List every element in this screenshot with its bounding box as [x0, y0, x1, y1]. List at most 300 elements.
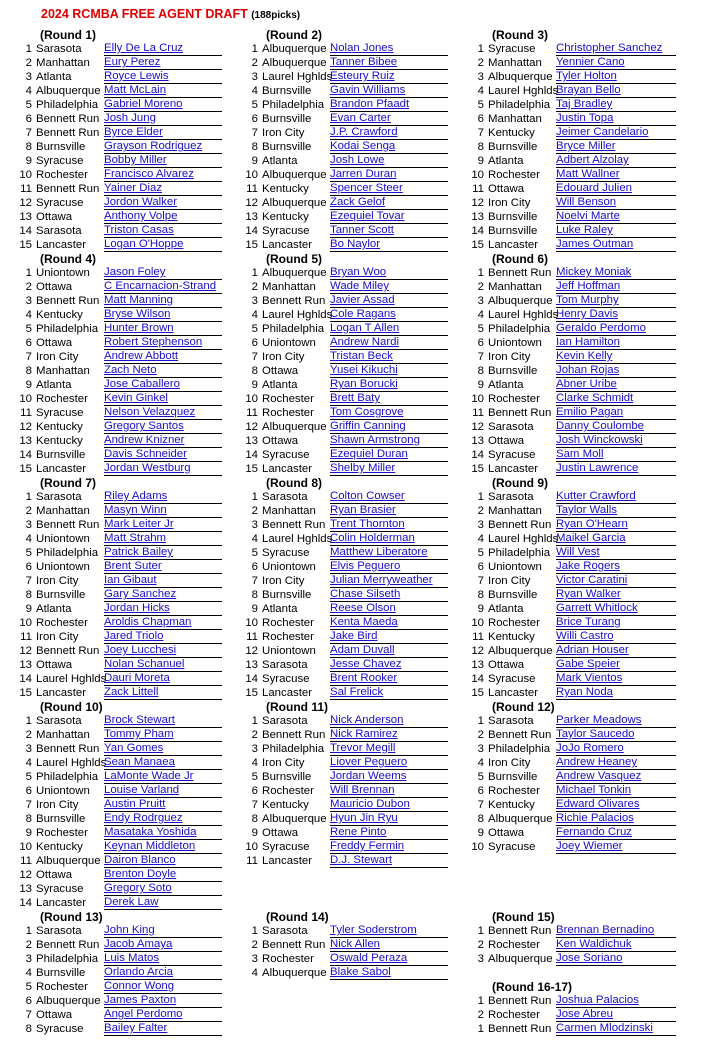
player-link[interactable]: Davis Schneider	[104, 448, 222, 462]
player-link[interactable]: D.J. Stewart	[330, 854, 448, 868]
player-link[interactable]: Endy Rodrguez	[104, 812, 222, 826]
player-link[interactable]: Jordan Weems	[330, 770, 448, 784]
team-name: Manhattan	[36, 365, 90, 377]
player-link[interactable]: Josh Lowe	[330, 154, 448, 168]
player-link[interactable]: Joey Wiemer	[556, 840, 676, 854]
player-link[interactable]: Triston Casas	[104, 224, 222, 238]
player-link[interactable]: Matt Manning	[104, 294, 222, 308]
player-link[interactable]: Adbert Alzolay	[556, 154, 676, 168]
player-link[interactable]: J.P. Crawford	[330, 126, 448, 140]
pick-row	[236, 336, 460, 350]
round-label: (Round 1)	[40, 28, 96, 42]
player-link[interactable]: Matt Wallner	[556, 168, 676, 182]
player-link[interactable]: Evan Carter	[330, 112, 448, 126]
player-link[interactable]: Ezequiel Duran	[330, 448, 448, 462]
pick-row	[10, 392, 234, 406]
player-link[interactable]: Gregory Santos	[104, 420, 222, 434]
player-link[interactable]: Yainer Diaz	[104, 182, 222, 196]
team-name: Lancaster	[262, 239, 313, 251]
player-link[interactable]: John King	[104, 924, 222, 938]
pick-row	[236, 98, 460, 112]
player-link[interactable]: Andrew Abbott	[104, 350, 222, 364]
pick-number: 15	[245, 239, 258, 251]
player-link[interactable]: Eury Perez	[104, 56, 222, 70]
player-link[interactable]: Matt McLain	[104, 84, 222, 98]
pick-row	[236, 798, 460, 812]
player-link[interactable]: C Encarnacion-Strand	[104, 280, 222, 294]
player-link[interactable]: Logan T Allen	[330, 322, 448, 336]
player-link[interactable]: Bobby Miller	[104, 154, 222, 168]
player-link[interactable]: Yennier Cano	[556, 56, 676, 70]
round-label: (Round 5)	[266, 252, 322, 266]
pick-row	[10, 490, 234, 504]
team-name: Bennett Run	[262, 729, 326, 741]
player-link[interactable]: Connor Wong	[104, 980, 222, 994]
player-link[interactable]: Michael Tonkin	[556, 784, 676, 798]
player-link[interactable]: Masyn Winn	[104, 504, 222, 518]
pick-number: 6	[251, 785, 258, 797]
team-name: Bennett Run	[488, 925, 552, 937]
player-link[interactable]: Nick Allen	[330, 938, 448, 952]
pick-row	[462, 154, 686, 168]
team-name: Bennett Run	[488, 995, 552, 1007]
player-link[interactable]: LaMonte Wade Jr	[104, 770, 222, 784]
pick-number: 15	[245, 463, 258, 475]
player-link[interactable]: Dairon Blanco	[104, 854, 222, 868]
player-link[interactable]: Jake Rogers	[556, 560, 676, 574]
pick-number: 10	[19, 841, 32, 853]
player-link[interactable]: Elly De La Cruz	[104, 42, 222, 56]
team-name: Burnsville	[36, 589, 86, 601]
player-link[interactable]: Cole Ragans	[330, 308, 448, 322]
player-link[interactable]: Bryan Woo	[330, 266, 448, 280]
team-name: Bennett Run	[488, 1023, 552, 1035]
team-name: Ottawa	[488, 827, 525, 839]
player-link[interactable]: Josh Winckowski	[556, 434, 676, 448]
player-link[interactable]: Noelvi Marte	[556, 210, 676, 224]
player-link[interactable]: Brett Baty	[330, 392, 448, 406]
team-name: Manhattan	[488, 113, 542, 125]
pick-number: 1	[477, 995, 484, 1007]
team-name: Manhattan	[36, 505, 90, 517]
team-name: Bennett Run	[36, 519, 100, 531]
player-link[interactable]: Kutter Crawford	[556, 490, 676, 504]
pick-row	[10, 140, 234, 154]
player-link[interactable]: Justin Lawrence	[556, 462, 676, 476]
player-link[interactable]: Tom Cosgrove	[330, 406, 448, 420]
player-link[interactable]: Grayson Rodriguez	[104, 140, 222, 154]
player-link[interactable]: Brock Stewart	[104, 714, 222, 728]
player-link[interactable]: Sean Manaea	[104, 756, 222, 770]
player-link[interactable]: Josh Jung	[104, 112, 222, 126]
player-link[interactable]: Julian Merryweather	[330, 574, 448, 588]
player-link[interactable]: Yan Gomes	[104, 742, 222, 756]
player-link[interactable]: Hyun Jin Ryu	[330, 812, 448, 826]
player-link[interactable]: Tom Murphy	[556, 294, 676, 308]
pick-number: 5	[477, 771, 484, 783]
pick-number: 4	[477, 533, 484, 545]
player-link[interactable]: Brent Suter	[104, 560, 222, 574]
player-link[interactable]: Jordan Hicks	[104, 602, 222, 616]
player-link[interactable]: Joshua Palacios	[556, 994, 676, 1008]
pick-row	[10, 434, 234, 448]
player-link[interactable]: Nick Ramirez	[330, 728, 448, 742]
player-link[interactable]: Tyler Holton	[556, 70, 676, 84]
player-link[interactable]: Andrew Knizner	[104, 434, 222, 448]
player-link[interactable]: Reese Olson	[330, 602, 448, 616]
player-link[interactable]: Kevin Kelly	[556, 350, 676, 364]
pick-number: 1	[251, 43, 258, 55]
player-link[interactable]: Matt Strahm	[104, 532, 222, 546]
pick-row	[462, 658, 686, 672]
pick-row	[10, 196, 234, 210]
player-link[interactable]: Francisco Alvarez	[104, 168, 222, 182]
player-link[interactable]: Spencer Steer	[330, 182, 448, 196]
pick-row	[236, 840, 460, 854]
team-name: Uniontown	[262, 645, 316, 657]
player-link[interactable]: Gary Sanchez	[104, 588, 222, 602]
pick-number: 11	[20, 183, 32, 195]
player-link[interactable]: Javier Assad	[330, 294, 448, 308]
pick-row	[462, 938, 686, 952]
player-link[interactable]: Brice Turang	[556, 616, 676, 630]
player-link[interactable]: Ian Hamilton	[556, 336, 676, 350]
pick-row	[10, 784, 234, 798]
round-label: (Round 13)	[40, 910, 103, 924]
player-link[interactable]: Brenton Doyle	[104, 868, 222, 882]
player-link[interactable]: Nick Anderson	[330, 714, 448, 728]
player-link[interactable]: Masataka Yoshida	[104, 826, 222, 840]
team-name: Burnsville	[488, 771, 538, 783]
player-link[interactable]: Jordan Westburg	[104, 462, 222, 476]
player-link[interactable]: Nolan Schanuel	[104, 658, 222, 672]
player-link[interactable]: Ezequiel Tovar	[330, 210, 448, 224]
player-link[interactable]: Logan O'Hoppe	[104, 238, 222, 252]
player-link[interactable]: Tanner Bibee	[330, 56, 448, 70]
player-link[interactable]: Ryan O'Hearn	[556, 518, 676, 532]
player-link[interactable]: Hunter Brown	[104, 322, 222, 336]
player-link[interactable]: Tanner Scott	[330, 224, 448, 238]
pick-row	[236, 966, 460, 980]
player-link[interactable]: Parker Meadows	[556, 714, 676, 728]
pick-row	[236, 504, 460, 518]
player-link[interactable]: Johan Rojas	[556, 364, 676, 378]
player-link[interactable]: Victor Caratini	[556, 574, 676, 588]
team-name: Iron City	[36, 631, 79, 643]
player-link[interactable]: Louise Varland	[104, 784, 222, 798]
pick-number: 14	[19, 225, 32, 237]
pick-row	[462, 392, 686, 406]
player-link[interactable]: Danny Coulombe	[556, 420, 676, 434]
team-name: Atlanta	[36, 379, 72, 391]
pick-row	[10, 826, 234, 840]
pick-row	[236, 714, 460, 728]
pick-row	[236, 784, 460, 798]
player-link[interactable]: Tristan Beck	[330, 350, 448, 364]
player-link[interactable]: Jose Abreu	[556, 1008, 676, 1022]
team-name: Burnsville	[488, 225, 538, 237]
pick-number: 5	[25, 981, 32, 993]
player-link[interactable]: Angel Perdomo	[104, 1008, 222, 1022]
player-link[interactable]: Edouard Julien	[556, 182, 676, 196]
player-link[interactable]: Geraldo Perdomo	[556, 322, 676, 336]
team-name: Syracuse	[36, 1023, 84, 1035]
pick-row	[462, 756, 686, 770]
player-link[interactable]: Colin Holderman	[330, 532, 448, 546]
player-link[interactable]: Sal Frelick	[330, 686, 448, 700]
player-link[interactable]: Nolan Jones	[330, 42, 448, 56]
pick-row	[10, 406, 234, 420]
player-link[interactable]: Edward Olivares	[556, 798, 676, 812]
team-name: Ottawa	[262, 365, 299, 377]
player-link[interactable]: Brayan Bello	[556, 84, 676, 98]
player-link[interactable]: Mark Vientos	[556, 672, 676, 686]
team-name: Uniontown	[36, 561, 90, 573]
player-link[interactable]: Richie Palacios	[556, 812, 676, 826]
pick-number: 6	[251, 337, 258, 349]
player-link[interactable]: Byrce Elder	[104, 126, 222, 140]
player-link[interactable]: Jeff Hoffman	[556, 280, 676, 294]
player-link[interactable]: Blake Sabol	[330, 966, 448, 980]
player-link[interactable]: Brandon Pfaadt	[330, 98, 448, 112]
player-link[interactable]: Yusei Kikuchi	[330, 364, 448, 378]
pick-row	[462, 168, 686, 182]
player-link[interactable]: Griffin Canning	[330, 420, 448, 434]
player-link[interactable]: Gavin Williams	[330, 84, 448, 98]
pick-number: 13	[19, 883, 32, 895]
player-link[interactable]: Mark Leiter Jr	[104, 518, 222, 532]
team-name: Philadelphia	[488, 743, 551, 755]
team-name: Rochester	[488, 617, 540, 629]
player-link[interactable]: Austin Pruitt	[104, 798, 222, 812]
player-link[interactable]: Jordon Walker	[104, 196, 222, 210]
player-link[interactable]: Will Benson	[556, 196, 676, 210]
player-link[interactable]: Joey Lucchesi	[104, 644, 222, 658]
player-link[interactable]: Wade Miley	[330, 280, 448, 294]
player-link[interactable]: Maikel Garcia	[556, 532, 676, 546]
pick-number: 5	[25, 771, 32, 783]
pick-number: 1	[477, 1023, 484, 1035]
player-link[interactable]: Aroldis Chapman	[104, 616, 222, 630]
team-name: Bennett Run	[36, 113, 100, 125]
pick-number: 2	[477, 1009, 484, 1021]
pick-number: 13	[471, 659, 484, 671]
player-link[interactable]: Kodai Senga	[330, 140, 448, 154]
player-link[interactable]: Derek Law	[104, 896, 222, 910]
player-link[interactable]: Will Brennan	[330, 784, 448, 798]
player-link[interactable]: Tommy Pham	[104, 728, 222, 742]
player-link[interactable]: Fernando Cruz	[556, 826, 676, 840]
player-link[interactable]: Jarren Duran	[330, 168, 448, 182]
player-link[interactable]: Zach Neto	[104, 364, 222, 378]
team-name: Burnsville	[36, 813, 86, 825]
player-link[interactable]: Mickey Moniak	[556, 266, 676, 280]
team-name: Atlanta	[488, 379, 524, 391]
player-link[interactable]: Jared Triolo	[104, 630, 222, 644]
player-link[interactable]: Andrew Vasquez	[556, 770, 676, 784]
team-name: Ottawa	[488, 435, 525, 447]
pick-row	[236, 434, 460, 448]
player-link[interactable]: Taylor Walls	[556, 504, 676, 518]
pick-number: 3	[25, 295, 32, 307]
player-link[interactable]: Esteury Ruiz	[330, 70, 448, 84]
player-link[interactable]: Justin Topa	[556, 112, 676, 126]
player-link[interactable]: Andrew Heaney	[556, 756, 676, 770]
pick-number: 6	[25, 995, 32, 1007]
player-link[interactable]: Luis Matos	[104, 952, 222, 966]
player-link[interactable]: Jacob Amaya	[104, 938, 222, 952]
pick-number: 4	[251, 533, 258, 545]
pick-row	[10, 658, 234, 672]
pick-number: 2	[477, 281, 484, 293]
player-link[interactable]: Gabriel Moreno	[104, 98, 222, 112]
team-name: Bennett Run	[488, 407, 552, 419]
player-link[interactable]: Garrett Whitlock	[556, 602, 676, 616]
player-link[interactable]: Orlando Arcia	[104, 966, 222, 980]
player-link[interactable]: Kenta Maeda	[330, 616, 448, 630]
player-link[interactable]: Jose Caballero	[104, 378, 222, 392]
player-link[interactable]: Gabe Speier	[556, 658, 676, 672]
player-link[interactable]: Trevor Megill	[330, 742, 448, 756]
team-name: Philadelphia	[488, 99, 551, 111]
player-link[interactable]: Bryce Miller	[556, 140, 676, 154]
player-link[interactable]: Ryan Borucki	[330, 378, 448, 392]
player-link[interactable]: Willi Castro	[556, 630, 676, 644]
player-link[interactable]: Rene Pinto	[330, 826, 448, 840]
player-link[interactable]: Clarke Schmidt	[556, 392, 676, 406]
player-link[interactable]: Bryse Wilson	[104, 308, 222, 322]
player-link[interactable]: Matthew Liberatore	[330, 546, 448, 560]
team-name: Albuquerque	[262, 43, 327, 55]
player-link[interactable]: Luke Raley	[556, 224, 676, 238]
player-link[interactable]: Bailey Falter	[104, 1022, 222, 1036]
player-link[interactable]: Tyler Soderstrom	[330, 924, 448, 938]
player-link[interactable]: James Paxton	[104, 994, 222, 1008]
player-link[interactable]: Elvis Peguero	[330, 560, 448, 574]
team-name: Atlanta	[36, 603, 72, 615]
player-link[interactable]: Andrew Nardi	[330, 336, 448, 350]
pick-number: 14	[245, 449, 258, 461]
pick-number: 4	[477, 309, 484, 321]
team-name: Rochester	[488, 939, 540, 951]
player-link[interactable]: Jason Foley	[104, 266, 222, 280]
pick-row	[236, 630, 460, 644]
player-link[interactable]: Riley Adams	[104, 490, 222, 504]
player-link[interactable]: Freddy Fermin	[330, 840, 448, 854]
round-label: (Round 14)	[266, 910, 329, 924]
player-link[interactable]: Shelby Miller	[330, 462, 448, 476]
player-link[interactable]: Bo Naylor	[330, 238, 448, 252]
player-link[interactable]: JoJo Romero	[556, 742, 676, 756]
pick-number: 9	[477, 155, 484, 167]
player-link[interactable]: Gregory Soto	[104, 882, 222, 896]
team-name: Laurel Hghlds	[36, 757, 107, 769]
pick-row	[236, 532, 460, 546]
pick-number: 3	[25, 743, 32, 755]
player-link[interactable]: Patrick Bailey	[104, 546, 222, 560]
player-link[interactable]: Royce Lewis	[104, 70, 222, 84]
player-link[interactable]: Adrian Houser	[556, 644, 676, 658]
player-link[interactable]: Trent Thornton	[330, 518, 448, 532]
player-link[interactable]: Kevin Ginkel	[104, 392, 222, 406]
player-link[interactable]: Shawn Armstrong	[330, 434, 448, 448]
pick-number: 12	[19, 421, 32, 433]
pick-number: 8	[251, 589, 258, 601]
pick-row	[10, 588, 234, 602]
pick-number: 4	[25, 757, 32, 769]
player-link[interactable]: James Outman	[556, 238, 676, 252]
player-link[interactable]: Keynan Middleton	[104, 840, 222, 854]
player-link[interactable]: Ryan Noda	[556, 686, 676, 700]
team-name: Syracuse	[36, 407, 84, 419]
pick-number: 2	[251, 57, 258, 69]
player-link[interactable]: Taylor Saucedo	[556, 728, 676, 742]
player-link[interactable]: Will Vest	[556, 546, 676, 560]
pick-row	[462, 196, 686, 210]
team-name: Uniontown	[488, 337, 542, 349]
player-link[interactable]: Dauri Moreta	[104, 672, 222, 686]
player-link[interactable]: Jesse Chavez	[330, 658, 448, 672]
pick-number: 2	[251, 939, 258, 951]
team-name: Lancaster	[262, 687, 313, 699]
player-link[interactable]: Christopher Sanchez	[556, 42, 676, 56]
team-name: Burnsville	[262, 141, 312, 153]
player-link[interactable]: Carmen Mlodzinski	[556, 1022, 676, 1036]
player-link[interactable]: Ryan Walker	[556, 588, 676, 602]
player-link[interactable]: Brennan Bernadino	[556, 924, 676, 938]
pick-row	[10, 112, 234, 126]
player-link[interactable]: Emilio Pagan	[556, 406, 676, 420]
player-link[interactable]: Sam Moll	[556, 448, 676, 462]
player-link[interactable]: Robert Stephenson	[104, 336, 222, 350]
player-link[interactable]: Ryan Brasier	[330, 504, 448, 518]
player-link[interactable]: Ken Waldichuk	[556, 938, 676, 952]
player-link[interactable]: Mauricio Dubon	[330, 798, 448, 812]
pick-row	[236, 84, 460, 98]
player-link[interactable]: Ian Gibaut	[104, 574, 222, 588]
player-link[interactable]: Zack Gelof	[330, 196, 448, 210]
player-link[interactable]: Chase Silseth	[330, 588, 448, 602]
team-name: Philadelphia	[36, 953, 99, 965]
team-name: Rochester	[262, 393, 314, 405]
player-link[interactable]: Taj Bradley	[556, 98, 676, 112]
pick-row	[236, 420, 460, 434]
team-name: Manhattan	[488, 505, 542, 517]
pick-number: 12	[245, 197, 258, 209]
player-link[interactable]: Jake Bird	[330, 630, 448, 644]
team-name: Lancaster	[262, 463, 313, 475]
pick-number: 4	[251, 967, 258, 979]
player-link[interactable]: Jeimer Candelario	[556, 126, 676, 140]
player-link[interactable]: Nelson Velazquez	[104, 406, 222, 420]
player-link[interactable]: Henry Davis	[556, 308, 676, 322]
pick-number: 7	[25, 127, 32, 139]
team-name: Burnsville	[488, 589, 538, 601]
player-link[interactable]: Adam Duvall	[330, 644, 448, 658]
player-link[interactable]: Liover Peguero	[330, 756, 448, 770]
player-link[interactable]: Abner Uribe	[556, 378, 676, 392]
player-link[interactable]: Jose Soriano	[556, 952, 676, 966]
player-link[interactable]: Anthony Volpe	[104, 210, 222, 224]
team-name: Lancaster	[488, 239, 539, 251]
player-link[interactable]: Zack Littell	[104, 686, 222, 700]
pick-row	[462, 630, 686, 644]
player-link[interactable]: Oswald Peraza	[330, 952, 448, 966]
team-name: Laurel Hghlds	[488, 309, 559, 321]
pick-number: 11	[20, 631, 32, 643]
player-link[interactable]: Colton Cowser	[330, 490, 448, 504]
player-link[interactable]: Brent Rooker	[330, 672, 448, 686]
